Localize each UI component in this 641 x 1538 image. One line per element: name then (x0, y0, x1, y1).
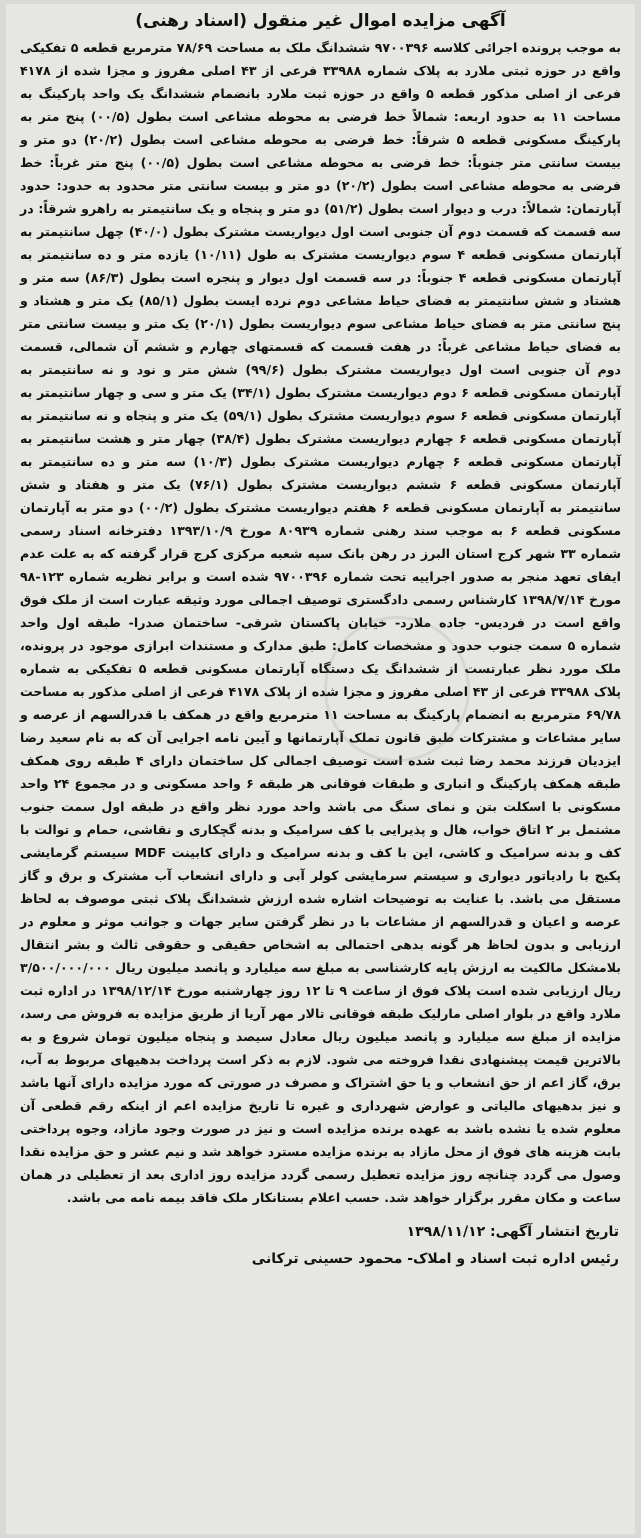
notice-footer (20, 1219, 621, 1273)
publish-date: تاریخ انتشار آگهی: ۱۳۹۸/۱۱/۱۲ (406, 1224, 619, 1240)
signature-line: رئیس اداره ثبت اسناد و املاک- محمود حسینی ترکانی (251, 1251, 619, 1267)
notice-sheet (6, 4, 635, 1534)
notice-body: به موجب پرونده اجرائی کلاسه ۹۷۰۰۳۹۶ ششدانگ ملک به مساحت ۷۸/۶۹ مترمربع قطعه ۵ تفکیکی واقع در حوزه ثبتی ملارد به پلاک شماره ۳۳۹۸۸ فرعی از ۴۳ اصلی مفروز و مجزا شده از ۴۱۷۸ فرعی از اصلی مذکور قطعه ۵ واقع در حوزه ثبت ملارد بانضمام ششدانگ یک واحد پارکینگ به مساحت ۱۱ به حدود اربعه: شمالاً خط فرضی به محوطه مشاعی است بطول (۰۰/۵) پنج متر به پارکینگ مسکونی قطعه ۵ شرقاً: خط فرضی به محوطه مشاعی است بطول (۲۰/۲) دو متر و بیست سانتی متر جنوباً: خط فرضی به محوطه مشاعی است بطول (۰۰/۵) پنج متر غرباً: خط فرضی به محوطه مشاعی است بطول (۲۰/۲) دو متر و بیست سانتی متر محدود به حدود: حدود آپارتمان: شمالاً: درب و دیوار است بطول (۵۱/۲) دو متر و پنجاه و یک سانتیمتر به راهرو شرقاً: در سه قسمت که قسمت دوم آن جنوبی است اول دیواریست مشترک بطول (۴۰/۰) چهل سانتیمتر به آپارتمان مسکونی قطعه ۴ سوم دیواریست مشترک به طول (۱۰/۱۱) یازده متر و ده سانتیمتر به آپارتمان مسکونی قطعه ۴ جنوباً: در سه قسمت اول دیوار و پنجره است بطول (۸۶/۳) سه متر و هشتاد و شش سانتیمتر به فضای حیاط مشاعی دوم نرده ایست بطول (۸۵/۱) یک متر و هشتاد و پنج سانتی متر به فضای حیاط مشاعی سوم دیواریست بطول (۲۰/۱) یک متر و بیست سانتی متر به فضای حیاط مشاعی غرباً: در هفت قسمت که قسمتهای چهارم و ششم آن شمالی، قسمت دوم آن جنوبی است اول دیواریست مشترک بطول (۹۹/۶) شش متر و نود و نه سانتیمتر به آپارتمان مسکونی قطعه ۶ دوم دیواریست مشترک بطول (۳۴/۱) یک متر و سی و چهار سانتیمتر به آپارتمان مسکونی قطعه ۶ سوم دیواریست مشترک بطول (۵۹/۱) یک متر و پنجاه و نه سانتیمتر به آپارتمان مسکونی قطعه ۶ چهارم دیواریست مشترک بطول (۳۸/۴) چهار متر و هشت سانتیمتر به آپارتمان مسکونی قطعه ۶ چهارم دیواریست مشترک بطول (۱۰/۳) سه متر و ده سانتیمتر به آپارتمان مسکونی قطعه ۶ ششم دیواریست مشترک بطول (۷۶/۱) یک متر و هفتاد و شش سانتیمتر به آپارتمان مسکونی قطعه ۶ هفتم دیواریست مشترک بطول (۰۰/۲) دو متر به آپارتمان مسکونی قطعه ۶ به موجب سند رهنی شماره ۸۰۹۳۹ مورخ ۱۳۹۳/۱۰/۹ دفترخانه اسناد رسمی شماره ۳۳ شهر کرج استان البرز در رهن بانک سپه شعبه مرکزی کرج قرار گرفته که به علت عدم ایفای تعهد منجر به صدور اجراییه تحت شماره ۹۷۰۰۳۹۶ شده است و برابر نظریه شماره ۱۲۳-۹۸ مورخ ۱۳۹۸/۷/۱۴ کارشناس رسمی دادگستری توصیف اجمالی مورد وثیقه عبارت است از ملک فوق واقع است در فردیس- جاده ملارد- خیابان پاکستان شرقی- ساختمان صدرا- طبقه اول واحد شماره ۵ سمت جنوب حدود و مشخصات کامل: طبق مدارک و مستندات ابرازی موجود در پرونده، ملک مورد نظر عبارتست از ششدانگ یک دستگاه آپارتمان مسکونی قطعه ۵ تفکیکی به شماره پلاک ۳۳۹۸۸ فرعی از ۴۳ اصلی مفروز و مجزا شده از پلاک ۴۱۷۸ فرعی از اصلی مذکور به مساحت ۶۹/۷۸ مترمربع به انضمام پارکینگ به مساحت ۱۱ مترمربع واقع در همکف با قدرالسهم از عرصه و سایر مشاعات و مشترکات طبق قانون تملک آپارتمانها و آیین نامه اجرایی آن که به نام سعید رضا ایزدیان فرزند محمد رضا ثبت شده است توصیف اجمالی کل ساختمان دارای ۴ طبقه روی همکف طبقه همکف پارکینگ و انباری و طبقات فوقانی هر طبقه ۶ واحد مسکونی و در مجموع ۲۴ واحد مسکونی با اسکلت بتن و نمای سنگ می باشد واحد مورد نظر واقع در طبقه اول سمت جنوب مشتمل بر ۲ اتاق خواب، هال و پذیرایی با کف سرامیک و بدنه گچکاری و نقاشی، حمام و توالت با کف و بدنه سرامیک و کاشی، این با کف و بدنه سرامیک و دارای کابینت MDF سیستم گرمایشی پکیج با رادیاتور دیواری و سیستم سرمایشی کولر آبی و دارای انشعاب آب مشترک و برق و گاز مستقل می باشد. با عنایت به توضیحات اشاره شده ارزش ششدانگ پلاک ثبتی موصوف به لحاظ عرصه و اعیان و قدرالسهم از مشاعات با در نظر گرفتن سایر جهات و جوانب موثر و معلوم در ارزیابی و بدون لحاظ هر گونه بدهی احتمالی به اشخاص حقیقی و حقوقی ثالث و بشر انتقال بلامشکل مالکیت به ارزش پایه کارشناسی به مبلغ سه میلیارد و پانصد میلیون ریال ۳/۵۰۰/۰۰۰/۰۰۰ ریال ارزیابی شده است پلاک فوق از ساعت ۹ تا ۱۲ روز چهارشنبه مورخ ۱۳۹۸/۱۲/۱۴ در اداره ثبت ملارد واقع در بلوار اصلی مارلیک طبقه فوقانی تالار مهر آریا از طریق مزایده به فروش می رسد، مزایده از مبلغ سه میلیارد و پانصد میلیون ریال معادل سیصد و پنجاه میلیون تومان شروع و به بالاترین قیمت پیشنهادی نقدا فروخته می شود. لازم به ذکر است پرداخت بدهیهای مربوط به آب، برق، گاز اعم از حق انشعاب و یا حق اشتراک و مصرف در صورتی که مورد مزایده دارای آنها باشد و نیز بدهیهای مالیاتی و عوارض شهرداری و غیره تا تاریخ مزایده اعم از اینکه رقم قطعی آن معلوم شده یا نشده باشد به عهده برنده مزایده است و نیز در صورت وجود مازاد، وجوه پرداختی بابت هزینه های فوق از محل مازاد به برنده مزایده مسترد خواهد شد و نیم عشر و حق مزایده نقدا وصول می گردد چنانچه روز مزایده تعطیل رسمی گردد مزایده روز اداری بعد از تعطیلی در همان ساعت و مکان مقرر برگزار خواهد شد. حسب اعلام بستانکار ملک فاقد بیمه نامه می باشد. (20, 40, 622, 1205)
notice-title: آگهی مزایده اموال غیر منقول (اسناد رهنی) (135, 11, 506, 31)
